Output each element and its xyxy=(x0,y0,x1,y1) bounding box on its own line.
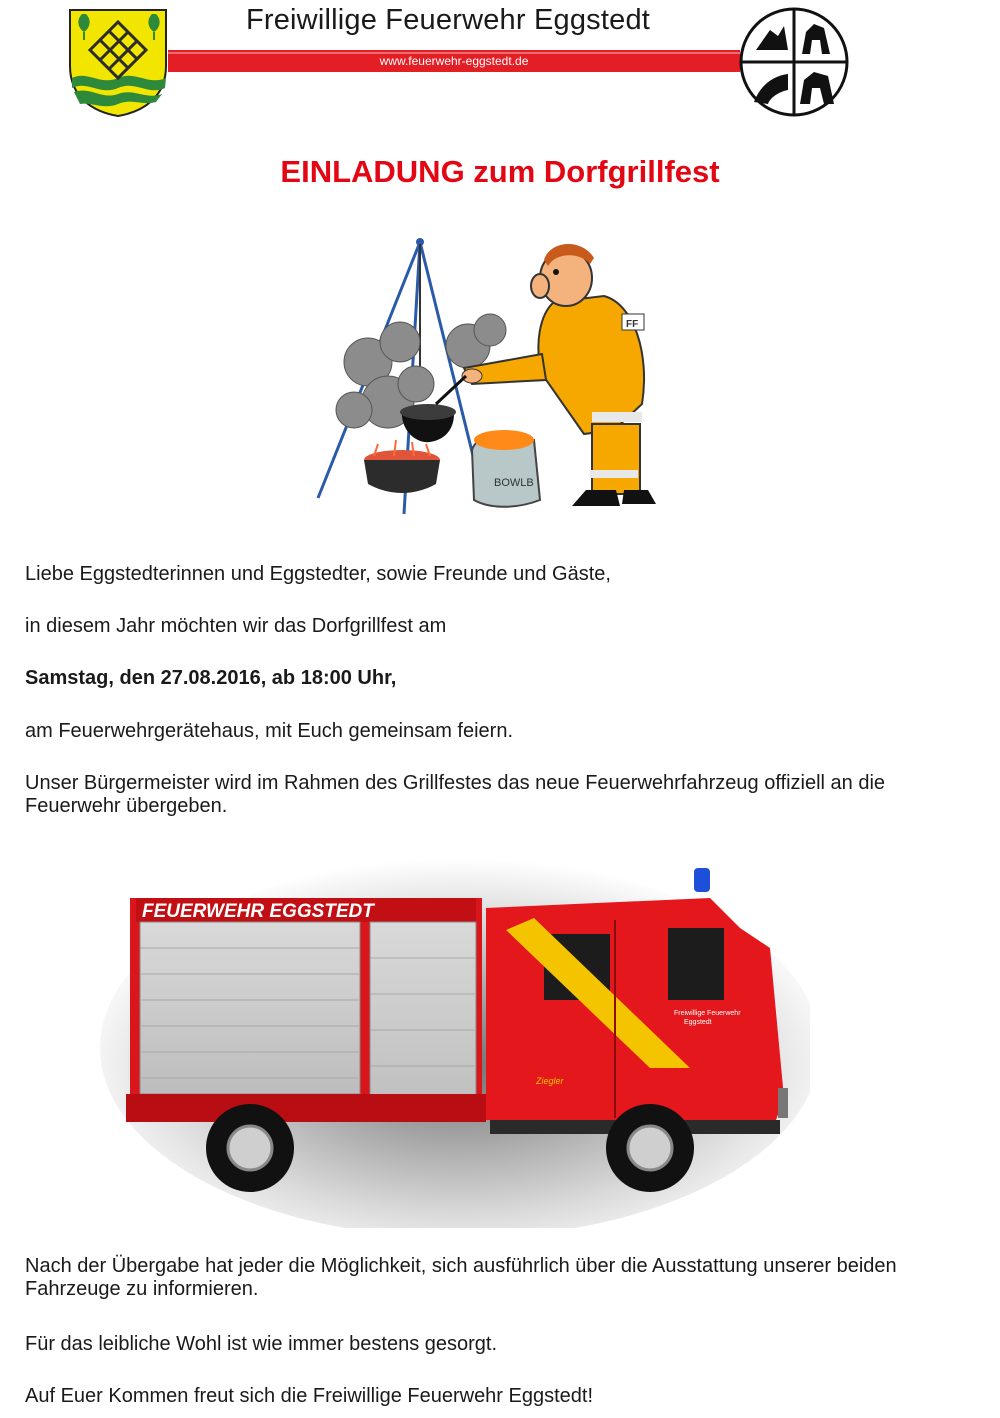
event-date: Samstag, den 27.08.2016, ab 18:00 Uhr, xyxy=(25,667,397,689)
organization-title: Freiwillige Feuerwehr Eggstedt xyxy=(245,4,651,36)
firefighter-grill-cartoon xyxy=(304,234,684,524)
handover-paragraph: Unser Bürgermeister wird im Rahmen des Grillfestes das neue Feuerwehrfahrzeug offiziell an die Feuerwehr übergeben. xyxy=(25,772,886,817)
fire-brigade-emblem-icon xyxy=(738,6,850,118)
info-paragraph: Nach der Übergabe hat jeder die Möglichkeit, sich ausführlich über die Ausstattung unserer beiden Fahrzeuge zu informieren. xyxy=(25,1255,897,1300)
door-lettering-line-2: Eggstedt xyxy=(684,1019,712,1026)
greeting-paragraph: Liebe Eggstedterinnen und Eggstedter, sowie Freunde und Gäste, xyxy=(25,563,611,585)
website-link[interactable]: www.feuerwehr-eggstedt.de xyxy=(379,54,529,68)
food-paragraph: Für das leibliche Wohl ist wie immer bestens gesorgt. xyxy=(25,1333,498,1355)
maker-lettering: Ziegler xyxy=(536,1076,564,1086)
closing-paragraph: Auf Euer Kommen freut sich die Freiwillige Feuerwehr Eggstedt! xyxy=(25,1385,594,1407)
intro-paragraph: in diesem Jahr möchten wir das Dorfgrillfest am xyxy=(25,615,447,637)
fire-truck-image xyxy=(90,858,810,1228)
charcoal-bag-label: BOWLB xyxy=(494,477,534,489)
municipal-crest-icon xyxy=(66,6,170,118)
page-headline: EINLADUNG zum Dorfgrillfest xyxy=(280,154,720,189)
truck-body-lettering: FEUERWEHR EGGSTEDT xyxy=(142,901,374,922)
location-paragraph: am Feuerwehrgerätehaus, mit Euch gemeinsam feiern. xyxy=(25,720,514,742)
jacket-badge-label: FF xyxy=(626,319,639,330)
door-lettering-line-1: Freiwillige Feuerwehr xyxy=(674,1010,741,1017)
